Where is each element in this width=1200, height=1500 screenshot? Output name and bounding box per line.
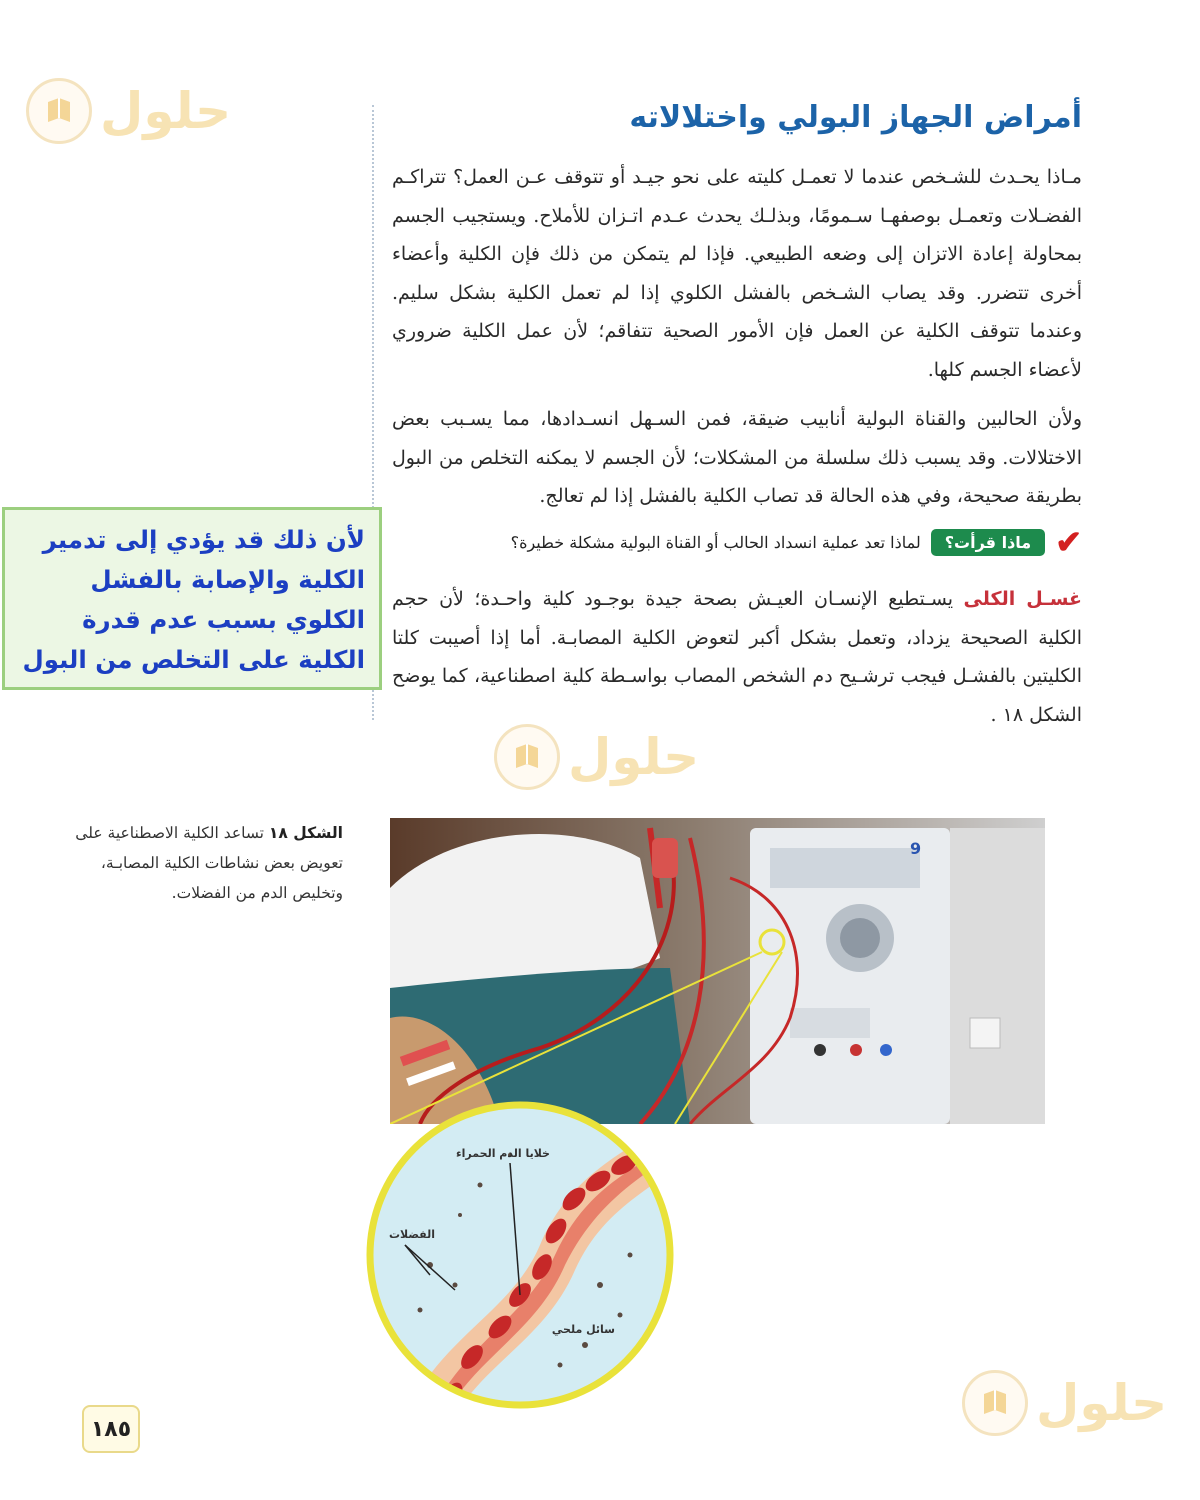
key-term: غسـل الكلى [963,588,1083,610]
reading-check [510,523,1082,561]
figure-caption [55,818,343,908]
label-saline: سائل ملحي [551,1323,615,1336]
paragraph: مـاذا يحـدث للشـخص عندما لا تعمـل كليته على نحو جيـد أو تتوقف عـن العمل؟ تتراكـم الفضـلات وتعمـل بوصفهـا سـمومًا، وبذلـك يحدث عـدم اتـزان للأملاح. ويستجيب الجسم بمحاولة إعادة الاتزان إلى وضعه الطبيعي. فإذا لم يتمكن من ذلك فإن الكلية وأعضاء أخرى تتضرر. وقد يصاب الشـخص بالفشل الكلوي إذا لم تعمل الكلية بشكل سليم. وعندما تتوقف الكلية عن العمل فإن الأمور الصحية تتفاقم؛ لأن عمل الكلية ضروري لأعضاء الجسم كلها. [392,166,1082,381]
reading-check-badge: ماذا قرأت؟ [931,529,1045,556]
checkmark-icon: ✔ [1055,523,1082,561]
book-icon [962,1370,1028,1436]
blood-magnifier [360,1095,680,1415]
page-number: ١٨٥ [82,1405,140,1453]
machine-number: 9 [910,839,922,858]
watermark-logo [26,78,231,144]
watermark-text: حلول [1036,1374,1168,1432]
label-red-cells: خلايا الدم الحمراء [456,1147,550,1160]
label-waste: الفضلات [388,1228,435,1241]
answer-text: لأن ذلك قد يؤدي إلى تدمير الكلية والإصابة بالفشل الكلوي بسبب عدم قدرة الكلية على التخلص من البول [22,525,365,674]
answer-box [2,507,382,690]
paragraph: ولأن الحالبين والقناة البولية أنابيب ضيقة، فمن السـهل انسـدادها، مما يسـبب بعض الاختلالات. وقد يسبب ذلك سلسلة من المشكلات؛ لأن الجسم لا يمكنه التخلص من البول بطريقة صحيحة، وفي هذه الحالة قد تصاب الكلية بالفشل إذا لم تعالج. [392,408,1082,507]
dialysis-text: يسـتطيع الإنسـان العيـش بصحة جيدة بوجـود كلية واحـدة؛ لأن حجم الكلية الصحيحة يزداد، وتعمل بشكل أكبر لتعوض الكلية المصابـة. أما إذا أصيبت كلتا الكليتين بالفشـل فيجب ترشـيح دم الشخص المصاب بواسـطة كلية اصطناعية، كما يوضح الشكل ١٨ . [392,588,1082,726]
dialysis-photo [390,818,1045,1124]
reading-check-question: لماذا تعد عملية انسداد الحالب أو القناة البولية مشكلة خطيرة؟ [510,532,921,552]
figure-label: الشكل ١٨ [268,824,343,842]
section-heading: أمراض الجهاز البولي واختلالاته [629,100,1082,135]
watermark-text: حلول [100,82,232,140]
watermark-logo [962,1370,1167,1436]
figure-caption-text: تساعد الكلية الاصطناعية على تعويض بعض نشاطات الكلية المصابـة، وتخليص الدم من الفضلات. [75,824,343,902]
watermark-text: حلول [568,728,700,786]
dialysis-paragraph [392,580,1082,734]
book-icon [26,78,92,144]
